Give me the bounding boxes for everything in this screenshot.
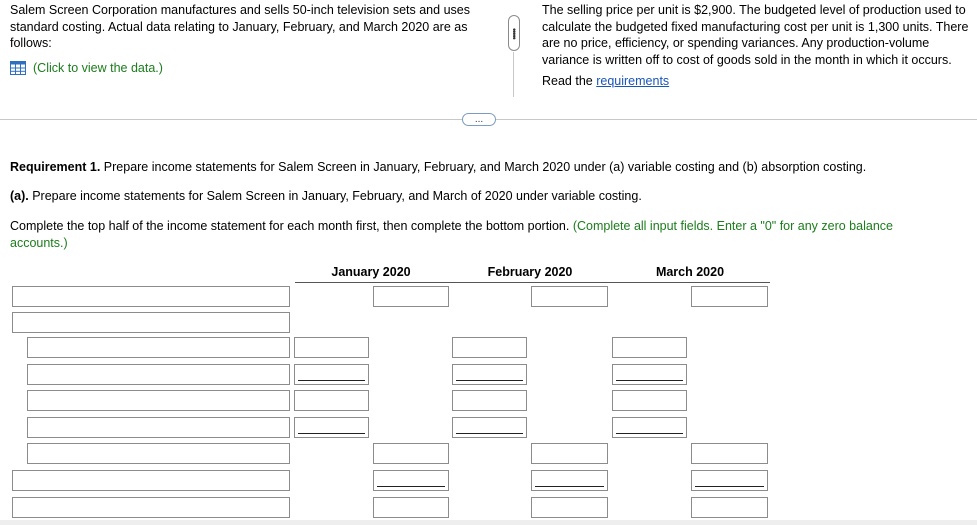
amount-input[interactable] xyxy=(531,443,608,464)
amount-input[interactable] xyxy=(531,286,608,307)
read-requirements xyxy=(542,74,682,97)
amount-input[interactable] xyxy=(691,470,768,491)
label-input[interactable] xyxy=(27,364,290,385)
view-data-label: (Click to view the data.) xyxy=(33,61,163,75)
label-input[interactable] xyxy=(27,337,290,358)
amount-input[interactable] xyxy=(612,337,687,358)
amount-input[interactable] xyxy=(373,470,449,491)
label-input[interactable] xyxy=(12,497,290,518)
amount-input[interactable] xyxy=(612,364,687,385)
part-text: Prepare income statements for Salem Screen in January, February, and March of 2020 under variable costing. xyxy=(28,189,642,203)
amount-input[interactable] xyxy=(294,337,369,358)
vertical-splitter-handle[interactable] xyxy=(508,15,520,51)
amount-input[interactable] xyxy=(691,443,768,464)
label-input[interactable] xyxy=(12,312,290,333)
read-prefix: Read the xyxy=(542,74,597,88)
amount-input[interactable] xyxy=(373,286,449,307)
view-data-link[interactable] xyxy=(10,61,163,75)
amount-input[interactable] xyxy=(294,417,369,438)
label-input[interactable] xyxy=(12,470,290,491)
vertical-divider xyxy=(513,52,514,97)
amount-input[interactable] xyxy=(691,497,768,518)
table-icon xyxy=(10,61,26,75)
part-label: (a). xyxy=(10,189,29,203)
instruction xyxy=(10,218,940,251)
instruction-text: Complete the top half of the income statement for each month first, then complete the bottom portion. xyxy=(10,219,573,233)
label-input[interactable] xyxy=(12,286,290,307)
grip-dots-icon: ••••• xyxy=(509,27,519,39)
amount-input[interactable] xyxy=(373,497,449,518)
amount-input[interactable] xyxy=(452,337,527,358)
requirements-link[interactable]: requirements xyxy=(596,74,670,88)
problem-details: The selling price per unit is $2,900. The budgeted level of production used to calculate the budgeted fixed manufacturing cost per unit is 1,300 units. There are no price, efficiency, or spending variances. Any production-volume variance is written off to cost of goods sold in the month in which it occurs. xyxy=(542,3,969,67)
amount-input[interactable] xyxy=(612,390,687,411)
amount-input[interactable] xyxy=(294,364,369,385)
amount-input[interactable] xyxy=(373,443,449,464)
header-rule xyxy=(295,282,770,283)
part-a xyxy=(10,189,642,203)
amount-input[interactable] xyxy=(531,497,608,518)
amount-input[interactable] xyxy=(531,470,608,491)
bottom-bar xyxy=(0,520,977,525)
amount-input[interactable] xyxy=(294,390,369,411)
label-input[interactable] xyxy=(27,417,290,438)
amount-input[interactable] xyxy=(691,286,768,307)
label-input[interactable] xyxy=(27,390,290,411)
requirement-text: Prepare income statements for Salem Screen in January, February, and March 2020 under (a) variable costing and (b) absorption costing. xyxy=(100,160,867,174)
requirement-label: Requirement 1. xyxy=(10,160,101,174)
expand-handle[interactable]: ... xyxy=(462,113,496,126)
amount-input[interactable] xyxy=(452,364,527,385)
problem-description: Salem Screen Corporation manufactures and sells 50-inch television sets and uses standard costing. Actual data relating to January, February, and March 2020 are as follows: xyxy=(10,3,470,50)
instruction-note: (Complete all input fields. Enter a "0" for any zero balance accounts.) xyxy=(10,219,893,250)
requirement-1 xyxy=(10,160,866,174)
column-header-january: January 2020 xyxy=(331,265,411,279)
label-input[interactable] xyxy=(27,443,290,464)
amount-input[interactable] xyxy=(452,390,527,411)
amount-input[interactable] xyxy=(452,417,527,438)
amount-input[interactable] xyxy=(612,417,687,438)
column-header-march: March 2020 xyxy=(655,265,725,279)
column-header-february: February 2020 xyxy=(487,265,573,279)
